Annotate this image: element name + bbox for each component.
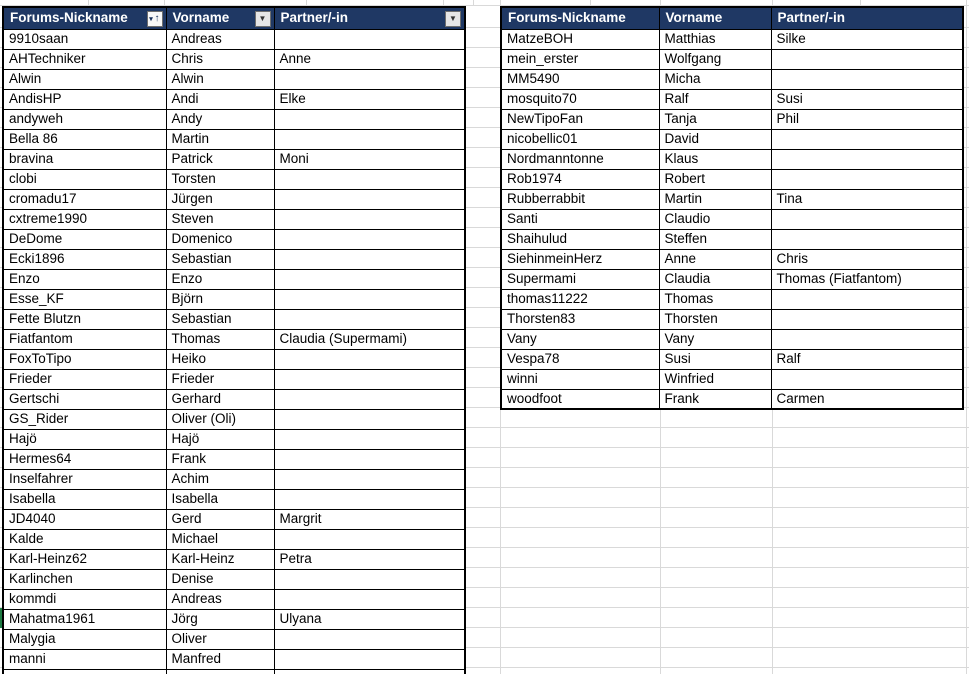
gridline xyxy=(443,0,444,5)
table-row xyxy=(3,169,465,189)
cell[interactable]: Fiatfantom xyxy=(3,329,166,349)
column-header-forums-nickname[interactable] xyxy=(501,7,659,29)
cell[interactable]: Enzo xyxy=(166,269,274,289)
cell[interactable]: MM5490 xyxy=(501,69,659,89)
gridline xyxy=(590,0,591,5)
cell[interactable] xyxy=(274,289,465,309)
cell[interactable]: Esse_KF xyxy=(3,289,166,309)
table-row xyxy=(501,129,963,149)
cell[interactable]: Martin xyxy=(659,189,771,209)
cell[interactable]: Ralf xyxy=(771,349,963,369)
cell[interactable]: Andi xyxy=(166,89,274,109)
column-header-label: Forums-Nickname xyxy=(10,10,128,26)
table-row xyxy=(3,289,465,309)
cell[interactable]: Patrick xyxy=(166,149,274,169)
cell[interactable]: Phil xyxy=(771,109,963,129)
member-table-right xyxy=(500,6,964,410)
cell[interactable]: Manfred xyxy=(166,649,274,669)
cell[interactable]: Supermami xyxy=(501,269,659,289)
cell[interactable] xyxy=(274,569,465,589)
cell[interactable] xyxy=(771,129,963,149)
table-row xyxy=(3,409,465,429)
cell[interactable] xyxy=(274,349,465,369)
cell[interactable]: Silke xyxy=(771,29,963,49)
cell[interactable]: NewTipoFan xyxy=(501,109,659,129)
cell[interactable]: SiehinmeinHerz xyxy=(501,249,659,269)
table-row xyxy=(501,189,963,209)
cell[interactable]: Tanja xyxy=(659,109,771,129)
cell[interactable]: Gerhard xyxy=(166,389,274,409)
cell[interactable] xyxy=(274,429,465,449)
table-row xyxy=(3,209,465,229)
cell[interactable]: Björn xyxy=(166,289,274,309)
column-header-label: Partner/-in xyxy=(777,10,846,26)
cell[interactable]: Anne xyxy=(659,249,771,269)
cell[interactable]: Hermes64 xyxy=(3,449,166,469)
column-header-forums-nickname[interactable] xyxy=(3,7,166,29)
cell[interactable]: Carmen xyxy=(771,389,963,409)
table-row xyxy=(501,369,963,389)
cell[interactable]: Rob1974 xyxy=(501,169,659,189)
cell[interactable]: Steffen xyxy=(659,229,771,249)
cell[interactable]: 9910saan xyxy=(3,29,166,49)
table-row xyxy=(3,629,465,649)
cell[interactable] xyxy=(771,209,963,229)
cell[interactable]: woodfoot xyxy=(501,389,659,409)
table-row xyxy=(3,469,465,489)
table-row xyxy=(501,249,963,269)
cell[interactable]: cromadu17 xyxy=(3,189,166,209)
table-row xyxy=(3,529,465,549)
table-row xyxy=(3,449,465,469)
cell[interactable]: Chris xyxy=(166,49,274,69)
cell[interactable]: thomas11222 xyxy=(501,289,659,309)
cell[interactable] xyxy=(771,289,963,309)
cell[interactable] xyxy=(771,229,963,249)
table-body xyxy=(3,29,465,674)
table-row xyxy=(3,549,465,569)
cell[interactable]: Anne xyxy=(274,49,465,69)
cell[interactable]: Frank xyxy=(659,389,771,409)
cell[interactable]: Frank xyxy=(166,449,274,469)
filter-dropdown-button[interactable] xyxy=(255,11,271,27)
cell[interactable]: GS_Rider xyxy=(3,409,166,429)
cell[interactable] xyxy=(274,669,465,674)
cell[interactable] xyxy=(3,669,166,674)
column-header-label: Forums-Nickname xyxy=(508,10,626,26)
cell[interactable]: nicobellic01 xyxy=(501,129,659,149)
cell[interactable]: Thomas xyxy=(659,289,771,309)
table-row xyxy=(3,149,465,169)
table-row xyxy=(3,569,465,589)
gridline xyxy=(88,0,89,5)
filter-dropdown-icon: ▼ xyxy=(449,14,457,23)
table-row xyxy=(501,329,963,349)
table-row xyxy=(501,209,963,229)
gridline xyxy=(966,0,967,674)
cell[interactable]: Susi xyxy=(659,349,771,369)
cell[interactable] xyxy=(274,109,465,129)
table-row xyxy=(3,69,465,89)
cell[interactable]: manni xyxy=(3,649,166,669)
table-row xyxy=(3,349,465,369)
cell[interactable]: Domenico xyxy=(166,229,274,249)
cell[interactable] xyxy=(274,409,465,429)
table-row xyxy=(501,229,963,249)
cell[interactable]: Jörg xyxy=(166,609,274,629)
cell[interactable] xyxy=(274,589,465,609)
cell[interactable]: JD4040 xyxy=(3,509,166,529)
table-row xyxy=(501,109,963,129)
cell[interactable]: Micha xyxy=(659,69,771,89)
cell[interactable]: Vany xyxy=(501,329,659,349)
cell[interactable]: Isabella xyxy=(3,489,166,509)
cell[interactable]: Oliver (Oli) xyxy=(166,409,274,429)
table-row xyxy=(3,109,465,129)
cell[interactable]: FoxToTipo xyxy=(3,349,166,369)
table-row xyxy=(3,429,465,449)
cell[interactable]: Tina xyxy=(771,189,963,209)
cell[interactable]: clobi xyxy=(3,169,166,189)
cell[interactable]: bravina xyxy=(3,149,166,169)
cell[interactable]: cxtreme1990 xyxy=(3,209,166,229)
table-row xyxy=(501,29,963,49)
cell[interactable] xyxy=(771,369,963,389)
gridline xyxy=(164,0,165,5)
table-row xyxy=(501,269,963,289)
cell[interactable]: Thorsten83 xyxy=(501,309,659,329)
table-body xyxy=(501,29,963,409)
table-row xyxy=(501,49,963,69)
table-row xyxy=(3,649,465,669)
cell[interactable]: Isabella xyxy=(166,489,274,509)
cell[interactable]: Frieder xyxy=(3,369,166,389)
cell[interactable]: Ulyana xyxy=(274,609,465,629)
cell[interactable] xyxy=(274,649,465,669)
cell[interactable] xyxy=(274,469,465,489)
cell[interactable] xyxy=(274,449,465,469)
cell[interactable]: Alwin xyxy=(166,69,274,89)
table-row xyxy=(3,29,465,49)
cell[interactable] xyxy=(771,169,963,189)
cell[interactable]: Fette Blutzn xyxy=(3,309,166,329)
cell[interactable]: Chris xyxy=(771,249,963,269)
cell[interactable]: Wolfgang xyxy=(659,49,771,69)
cell[interactable] xyxy=(274,529,465,549)
table-row xyxy=(3,249,465,269)
column-header-vorname[interactable] xyxy=(659,7,771,29)
cell[interactable] xyxy=(274,629,465,649)
column-header-vorname[interactable] xyxy=(166,7,274,29)
cell[interactable]: Shaihulud xyxy=(501,229,659,249)
table-row xyxy=(3,89,465,109)
cell[interactable]: Rubberrabbit xyxy=(501,189,659,209)
cell[interactable]: Malygia xyxy=(3,629,166,649)
table-row xyxy=(501,309,963,329)
cell[interactable] xyxy=(274,369,465,389)
cell[interactable]: Santi xyxy=(501,209,659,229)
cell[interactable]: Karlinchen xyxy=(3,569,166,589)
table-row xyxy=(3,509,465,529)
cell[interactable]: Achim xyxy=(166,469,274,489)
table-row xyxy=(3,129,465,149)
column-header-partner[interactable] xyxy=(274,7,465,29)
cell[interactable]: Ralf xyxy=(659,89,771,109)
cell[interactable]: Claudia xyxy=(659,269,771,289)
table-row xyxy=(3,229,465,249)
table-row xyxy=(501,149,963,169)
cell[interactable] xyxy=(771,309,963,329)
cell[interactable]: Inselfahrer xyxy=(3,469,166,489)
table-row xyxy=(501,169,963,189)
gridline xyxy=(473,0,474,5)
cell[interactable]: Karl-Heinz62 xyxy=(3,549,166,569)
header-row xyxy=(501,7,963,29)
sort-ascending-filter-button[interactable] xyxy=(147,11,163,27)
cell[interactable]: Torsten xyxy=(166,169,274,189)
cell[interactable]: Ecki1896 xyxy=(3,249,166,269)
table-row xyxy=(3,369,465,389)
cell[interactable] xyxy=(274,489,465,509)
table-row-partial-clipped xyxy=(3,669,465,674)
cell[interactable] xyxy=(771,329,963,349)
cell[interactable]: Karl-Heinz xyxy=(166,549,274,569)
cell[interactable]: Andy xyxy=(166,109,274,129)
cell[interactable]: Thomas xyxy=(166,329,274,349)
cell[interactable]: Robert xyxy=(659,169,771,189)
column-header-label: Vorname xyxy=(172,10,230,26)
cell[interactable]: Sebastian xyxy=(166,309,274,329)
gridline xyxy=(860,0,861,5)
cell[interactable]: MatzeBOH xyxy=(501,29,659,49)
cell[interactable]: David xyxy=(659,129,771,149)
cell[interactable]: Kalde xyxy=(3,529,166,549)
table-row xyxy=(3,489,465,509)
filter-dropdown-icon: ▼ xyxy=(258,14,267,23)
cell[interactable]: AndisHP xyxy=(3,89,166,109)
cell[interactable]: Andreas xyxy=(166,29,274,49)
table-row xyxy=(3,309,465,329)
cell[interactable]: Matthias xyxy=(659,29,771,49)
filter-dropdown-button[interactable] xyxy=(445,11,461,27)
cell[interactable]: andyweh xyxy=(3,109,166,129)
cell[interactable]: Thomas (Fiatfantom) xyxy=(771,269,963,289)
table-row xyxy=(3,329,465,349)
cell[interactable]: Alwin xyxy=(3,69,166,89)
filter-dropdown-icon: ▾ xyxy=(149,14,154,23)
cell[interactable] xyxy=(274,209,465,229)
gridline xyxy=(306,0,307,5)
cell[interactable]: Thorsten xyxy=(659,309,771,329)
cell[interactable]: AHTechniker xyxy=(3,49,166,69)
cell[interactable]: mein_erster xyxy=(501,49,659,69)
cell[interactable] xyxy=(274,169,465,189)
cell[interactable] xyxy=(771,149,963,169)
column-header-partner[interactable] xyxy=(771,7,963,29)
cell[interactable]: Heiko xyxy=(166,349,274,369)
cell[interactable]: Susi xyxy=(771,89,963,109)
cell[interactable] xyxy=(274,229,465,249)
table-row xyxy=(3,49,465,69)
cell[interactable]: Frieder xyxy=(166,369,274,389)
table-row xyxy=(3,189,465,209)
cell[interactable]: Vespa78 xyxy=(501,349,659,369)
cell[interactable]: Sebastian xyxy=(166,249,274,269)
cell[interactable] xyxy=(274,269,465,289)
cell[interactable]: Gerd xyxy=(166,509,274,529)
cell[interactable]: Hajö xyxy=(3,429,166,449)
table-row xyxy=(3,269,465,289)
column-header-label: Partner/-in xyxy=(280,10,349,26)
cell[interactable]: Vany xyxy=(659,329,771,349)
cell[interactable]: Petra xyxy=(274,549,465,569)
table-row xyxy=(501,89,963,109)
cell[interactable]: mosquito70 xyxy=(501,89,659,109)
cell[interactable]: Klaus xyxy=(659,149,771,169)
cell[interactable]: Elke xyxy=(274,89,465,109)
cell[interactable] xyxy=(166,669,274,674)
cell[interactable] xyxy=(274,29,465,49)
cell[interactable]: Gertschi xyxy=(3,389,166,409)
table-row xyxy=(3,389,465,409)
table-row xyxy=(501,289,963,309)
cell[interactable]: Claudio xyxy=(659,209,771,229)
cell[interactable]: Winfried xyxy=(659,369,771,389)
table-row xyxy=(3,589,465,609)
cell[interactable] xyxy=(274,69,465,89)
cell[interactable] xyxy=(274,389,465,409)
cell[interactable]: Martin xyxy=(166,129,274,149)
member-table-left xyxy=(2,6,466,674)
header-row xyxy=(3,7,465,29)
column-header-label: Vorname xyxy=(665,10,723,26)
cell[interactable]: Denise xyxy=(166,569,274,589)
cell[interactable]: Bella 86 xyxy=(3,129,166,149)
cell[interactable]: Steven xyxy=(166,209,274,229)
cell[interactable]: Oliver xyxy=(166,629,274,649)
table-row xyxy=(501,349,963,369)
cell[interactable]: Andreas xyxy=(166,589,274,609)
sort-ascending-icon: ↑ xyxy=(154,13,160,24)
table-row xyxy=(501,69,963,89)
cell[interactable]: Michael xyxy=(166,529,274,549)
cell[interactable]: Enzo xyxy=(3,269,166,289)
cell[interactable] xyxy=(274,189,465,209)
table-row xyxy=(3,609,465,629)
cell[interactable]: Mahatma1961 xyxy=(3,609,166,629)
cell[interactable]: Nordmanntonne xyxy=(501,149,659,169)
cell[interactable]: Claudia (Supermami) xyxy=(274,329,465,349)
cell[interactable]: Moni xyxy=(274,149,465,169)
table-row xyxy=(501,389,963,409)
cell[interactable]: winni xyxy=(501,369,659,389)
cell[interactable] xyxy=(771,49,963,69)
cell[interactable] xyxy=(771,69,963,89)
cell[interactable]: DeDome xyxy=(3,229,166,249)
cell[interactable]: Hajö xyxy=(166,429,274,449)
cell[interactable]: Margrit xyxy=(274,509,465,529)
cell[interactable] xyxy=(274,249,465,269)
cell[interactable]: kommdi xyxy=(3,589,166,609)
cell[interactable]: Jürgen xyxy=(166,189,274,209)
cell[interactable] xyxy=(274,309,465,329)
cell[interactable] xyxy=(274,129,465,149)
